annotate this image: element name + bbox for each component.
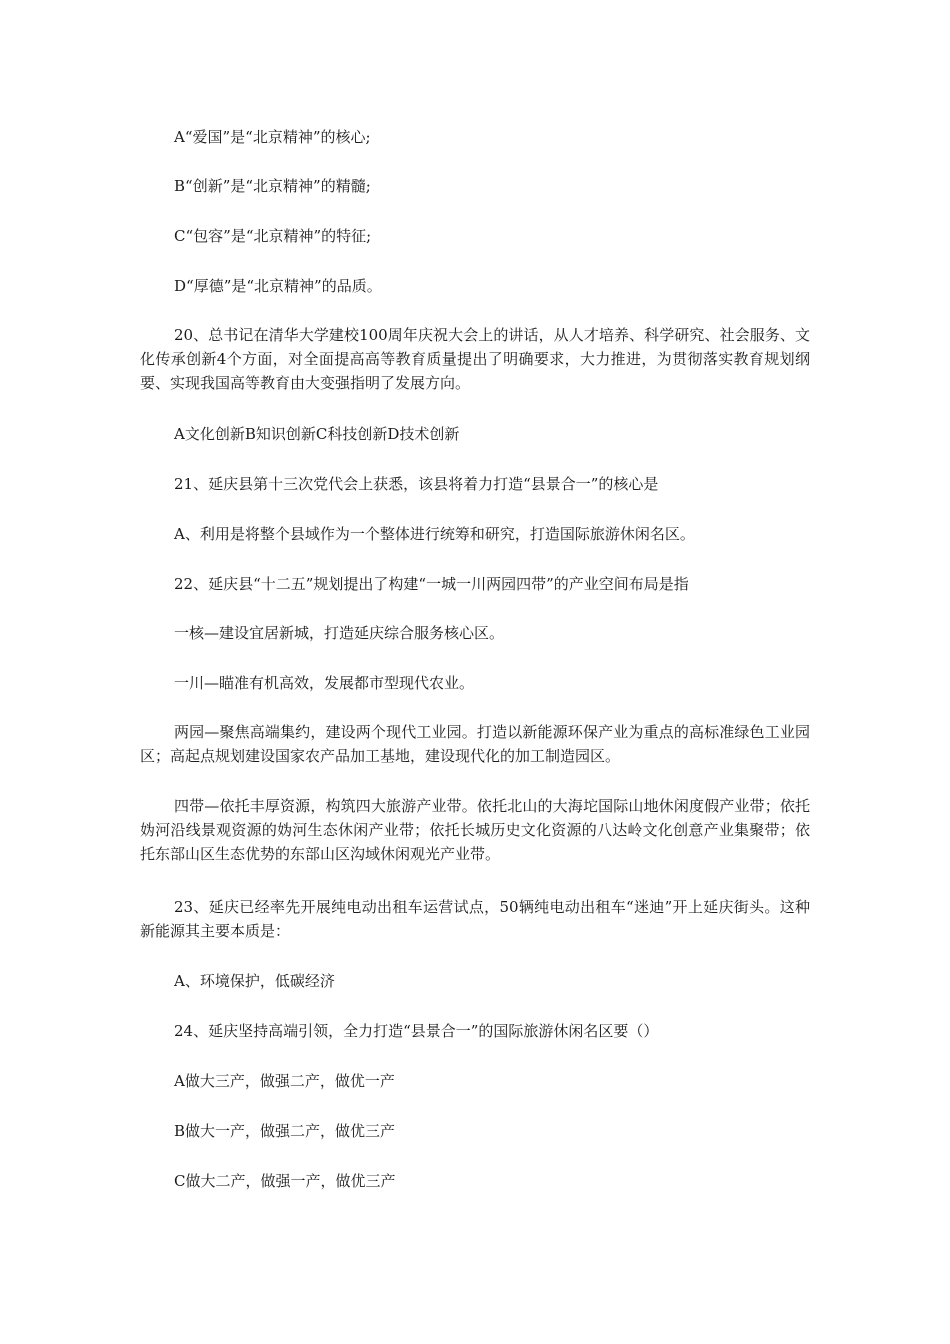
option-d-virtue: D“厚德”是“北京精神”的品质。 (174, 277, 382, 295)
question-24-option-a: A做大三产，做强二产，做优一产 (174, 1072, 395, 1090)
question-22-parks: 两园—聚焦高端集约，建设两个现代工业园。打造以新能源环保产业为重点的高标准绿色工业园区；高起点规划建设国家农产品加工基地，建设现代化的加工制造园区。 (140, 723, 810, 765)
question-23-answer: A、环境保护，低碳经济 (174, 972, 335, 990)
question-20-options: A文化创新B知识创新C科技创新D技术创新 (174, 425, 460, 443)
question-22-river: 一川—瞄准有机高效，发展都市型现代农业。 (174, 674, 475, 692)
option-c-inclusiveness: C“包容”是“北京精神”的特征; (174, 227, 372, 245)
question-24-option-c: C做大二产，做强一产，做优三产 (174, 1172, 396, 1190)
question-21: 21、延庆县第十三次党代会上获悉，该县将着力打造“县景合一”的核心是 (174, 475, 659, 493)
question-21-answer: A、利用是将整个县域作为一个整体进行统筹和研究，打造国际旅游休闲名区。 (174, 525, 695, 543)
option-a-patriotism: A“爱国”是“北京精神”的核心; (174, 128, 371, 146)
question-24: 24、延庆坚持高端引领，全力打造“县景合一”的国际旅游休闲名区要（） (174, 1022, 659, 1040)
question-22-core: 一核—建设宜居新城，打造延庆综合服务核心区。 (174, 624, 505, 642)
question-22-belts: 四带—依托丰厚资源，构筑四大旅游产业带。依托北山的大海坨国际山地休闲度假产业带；依托妫河沿线景观资源的妫河生态休闲产业带；依托长城历史文化资源的八达岭文化创意产业集聚带；依托东部山区生态优势的东部山区沟域休闲观光产业带。 (140, 797, 810, 863)
question-23: 23、延庆已经率先开展纯电动出租车运营试点，50辆纯电动出租车“迷迪”开上延庆街头。这种新能源其主要本质是： (140, 898, 810, 940)
question-24-option-b: B做大一产，做强二产，做优三产 (174, 1122, 396, 1140)
option-b-innovation: B“创新”是“北京精神”的精髓; (174, 177, 371, 195)
question-20: 20、总书记在清华大学建校100周年庆祝大会上的讲话，从人才培养、科学研究、社会服务、文化传承创新4个方面，对全面提高高等教育质量提出了明确要求，大力推进，为贯彻落实教育规划纲要、实现我国高等教育由大变强指明了发展方向。 (140, 326, 810, 392)
question-22: 22、延庆县“十二五”规划提出了构建“一城一川两园四带”的产业空间布局是指 (174, 575, 689, 593)
